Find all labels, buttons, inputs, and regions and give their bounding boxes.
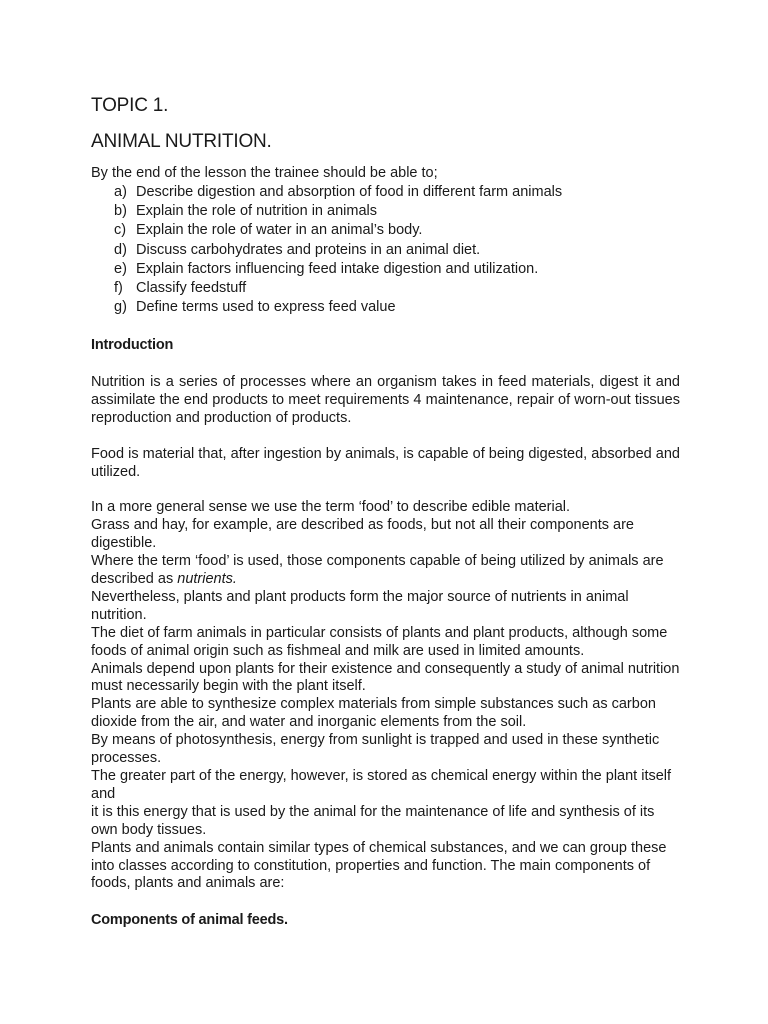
text-line: Nevertheless, plants and plant products form the major source of nutrients in animal nutrition. (91, 588, 629, 623)
spacer (91, 481, 680, 499)
text-line (91, 553, 680, 589)
text-line: The greater part of the energy, however, is stored as chemical energy within the plant itself and (91, 768, 672, 802)
objectives-intro: By the end of the lesson the trainee should be able to; (91, 165, 438, 181)
text-line: The diet of farm animals in particular consists of plants and plant products, although some foods of animal origin such as fishmeal and milk are used in limited amounts. (91, 624, 668, 659)
text-line: it is this energy that is used by the animal for the maintenance of life and synthesis of its own body tissues. (91, 803, 655, 838)
objective-item (114, 221, 680, 240)
components-heading: Components of animal feeds. (91, 912, 288, 929)
objective-text: Classify feedstuff (136, 280, 247, 297)
objective-item (114, 279, 680, 298)
objective-text: Define terms used to express feed value (136, 299, 396, 316)
nutrients-term: nutrients. (177, 571, 237, 588)
text-line: In a more general sense we use the term ‘food’ to describe edible material. (91, 499, 571, 516)
objective-item (114, 298, 680, 317)
objective-text: Explain the role of nutrition in animals (136, 203, 377, 220)
objective-text: Explain factors influencing feed intake digestion and utilization. (136, 260, 539, 277)
objective-marker: e) (114, 260, 127, 277)
objective-item (114, 202, 680, 221)
introduction-heading: Introduction (91, 337, 174, 354)
paragraph-nutrition-definition: Nutrition is a series of processes where an organism takes in feed materials, digest it and assimilate the end products to meet requirements 4 maintenance, repair of worn-out tissues reproduction and production of products. (91, 374, 680, 427)
objective-marker: b) (114, 203, 127, 220)
objective-item (114, 183, 680, 202)
objective-text: Discuss carbohydrates and proteins in an animal diet. (136, 241, 481, 258)
text-segment: Where the term ‘food’ is used, those components capable of being utilized by animals are described as (91, 553, 664, 588)
objective-marker: a) (114, 184, 127, 200)
text-line: Plants and animals contain similar types of chemical substances, and we can group these into classes according to constitution, properties and function. The main components of foods, plants and animals are: (91, 839, 667, 892)
objective-text: Describe digestion and absorption of food in different farm animals (136, 184, 563, 200)
objectives-list (91, 183, 680, 317)
paragraph-food-details (91, 499, 680, 893)
paragraph-food-definition: Food is material that, after ingestion by animals, is capable of being digested, absorbed and utilized. (91, 446, 680, 481)
objective-text: Explain the role of water in an animal’s body. (136, 222, 423, 239)
objective-marker: c) (114, 222, 127, 239)
objective-marker: g) (114, 299, 127, 316)
spacer (91, 355, 680, 373)
text-line: By means of photosynthesis, energy from sunlight is trapped and used in these synthetic processes. (91, 732, 660, 767)
text-line: Grass and hay, for example, are described as foods, but not all their components are digestible. (91, 517, 634, 552)
text-line: Plants are able to synthesize complex materials from simple substances such as carbon dioxide from the air, and water and inorganic elements from the soil. (91, 696, 656, 731)
text-line: Animals depend upon plants for their existence and consequently a study of animal nutrition must necessarily begin with the plant itself. (91, 660, 680, 695)
page-title: ANIMAL NUTRITION. (91, 131, 272, 152)
objective-marker: d) (114, 241, 127, 258)
spacer (91, 427, 680, 445)
objective-item (114, 241, 680, 260)
topic-label: TOPIC 1. (91, 95, 169, 116)
objective-marker: f) (114, 280, 123, 297)
objective-item (114, 260, 680, 279)
